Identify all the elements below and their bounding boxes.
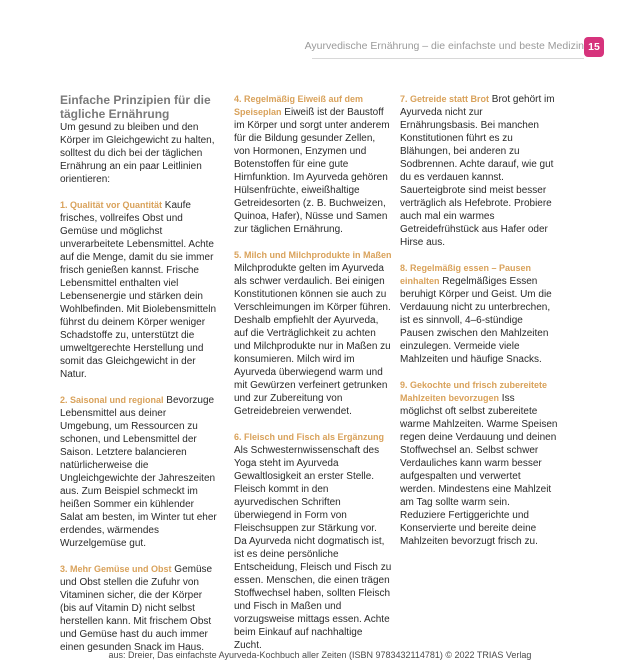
principle-1-text: Kaufe frisches, vollreifes Obst und Gemüse und möglichst unverarbeitete Lebensmittel. Achte auf die Menge, damit du sie immer frisch genießen kannst. Frische Lebensmittel enthalten viel Lebensenergie und stärken dein Wohlbefinden. Mit Biolebensmitteln führst du deinem Körper weniger Schadstoffe zu, unterstützt die umweltgerechte Herstellung und somit das Gleichgewicht in der Natur. [60, 200, 217, 380]
principle-9-lead: 9. Gekochte und frisch zubereitete Mahlzeiten bevorzugen [400, 380, 548, 403]
principle-2 [60, 394, 218, 550]
principle-6-lead: 6. Fleisch und Fisch als Ergänzung [234, 432, 385, 442]
principle-8 [400, 262, 558, 366]
principle-6 [234, 431, 392, 652]
principle-5-text: Milchprodukte gelten im Ayurveda als schwer verdaulich. Bei einigen Konstitutionen können sie auch zu Verschleimungen im Körper führen. Deshalb empfiehlt der Ayurveda, auf die Verträglichkeit zu achten und Milchprodukte nur in Maßen zu konsumieren. Milch wird im Ayurveda überwiegend warm und mit Gewürzen verfeinert getrunken und zur Zubereitung von Getreidebreien verwendet. [234, 263, 391, 417]
principle-7-text: Brot gehört im Ayurveda nicht zur Ernährungsbasis. Bei manchen Konstitutionen führt es zu Blähungen, bei anderen zu Sodbrennen. Achte darauf, wie gut du es verdauen kannst. Sauerteigbrote sind meist besser verträglich als Hefebrote. Probiere auch mal ein warmes Getreidefrühstück aus Hafer oder Hirse aus. [400, 94, 555, 248]
principle-3 [60, 563, 218, 654]
principle-5-lead: 5. Milch und Milchprodukte in Maßen [234, 250, 392, 260]
principle-4-text: Eiweiß ist der Baustoff im Körper und sorgt unter anderem für die Bildung gesunder Zellen, von Hormonen, Enzymen und Botenstoffen für eine gute Hirnfunktion. Im Ayurveda gehören Hülsenfrüchte, eiweißhaltige Getreidesorten (z. B. Buchweizen, Quinoa, Hafer), Nüsse und Samen zur täglichen Ernährung. [234, 107, 390, 235]
source-footer: aus: Dreier, Das einfachste Ayurveda-Kochbuch aller Zeiten (ISBN 9783432114781) © 2022 TRIAS Verlag [108, 650, 532, 660]
principle-2-text: Bevorzuge Lebensmittel aus deiner Umgebung, um Ressourcen zu schonen, und Lebensmittel der Saison. Letztere balancieren natürlicherweise die Ungleichgewichte der Jahreszeiten aus. Zum Beispiel schmeckt im heißen Sommer ein kühlender Salat am besten, im Winter tut eher erdendes, wärmendes Wurzelgemüse gut. [60, 395, 217, 549]
text-column-1 [60, 93, 218, 667]
principle-9-text: Iss möglichst oft selbst zubereitete warme Mahlzeiten. Warme Speisen regen deine Verdauung und deinen Stoffwechsel an. Selbst schwer Verdauliches kann warm besser aufgespalten und verwertet werden. Mindestens eine Mahlzeit am Tag sollte warm sein. Reduziere Fertiggerichte und Konservierte und bereite deine Mahlzeiten bevorzugt frisch zu. [400, 393, 558, 547]
principle-5 [234, 249, 392, 418]
header-divider [312, 58, 584, 59]
principle-1 [60, 199, 218, 381]
principle-4 [234, 93, 392, 236]
section-intro: Um gesund zu bleiben und den Körper im Gleichgewicht zu halten, solltest du dich bei der täglichen Ernährung an ein paar Leitlinien orientieren: [60, 122, 215, 185]
running-header: Ayurvedische Ernährung – die einfachste und beste Medizin [304, 40, 584, 52]
section-heading: Einfache Prinzipien für die tägliche Ernährung [60, 93, 211, 121]
principle-7-lead: 7. Getreide statt Brot [400, 94, 490, 104]
principle-3-text: Gemüse und Obst stellen die Zufuhr von Vitaminen sicher, die der Körper (bis auf Vitamin D) nicht selbst herstellen kann. Mit frischem Obst und Gemüse hast du auch immer einen gesunden Snack im Haus. [60, 564, 213, 653]
principle-4-lead: 4. Regelmäßig Eiweiß auf dem Speiseplan [234, 94, 364, 117]
principle-9 [400, 379, 558, 548]
text-column-2 [234, 93, 392, 665]
principle-3-lead: 3. Mehr Gemüse und Obst [60, 564, 172, 574]
principle-2-lead: 2. Saisonal und regional [60, 395, 164, 405]
principle-6-text: Als Schwesternwissenschaft des Yoga steht im Ayurveda Gewaltlosigkeit an erster Stelle. Fleisch kommt in den ayurvedischen Schriften überwiegend in Form von Fleischsuppen zur Stärkung vor. Da Ayurveda nicht dogmatisch ist, ist es deine persönliche Entscheidung, Fleisch und Fisch zu essen. Menschen, die einen trägen Stoffwechsel haben, sollten Fleisch und Fisch in Maßen und vorzugsweise mittags essen. Achte beim Einkauf auf nachhaltige Zucht. [234, 445, 392, 651]
text-column-3 [400, 93, 558, 561]
principle-8-text: Regelmäßiges Essen beruhigt Körper und Geist. Um die Verdauung nicht zu unterbrechen, ist es sinnvoll, 4–6-stündige Pausen zwischen den Mahlzeiten einzulegen. Vermeide viele Mahlzeiten und häufige Snacks. [400, 276, 552, 365]
principle-8-lead: 8. Regelmäßig essen – Pausen einhalten [400, 263, 532, 286]
principle-7 [400, 93, 558, 249]
principle-1-lead: 1. Qualität vor Quantität [60, 200, 163, 210]
page-number-badge: 15 [584, 37, 604, 57]
